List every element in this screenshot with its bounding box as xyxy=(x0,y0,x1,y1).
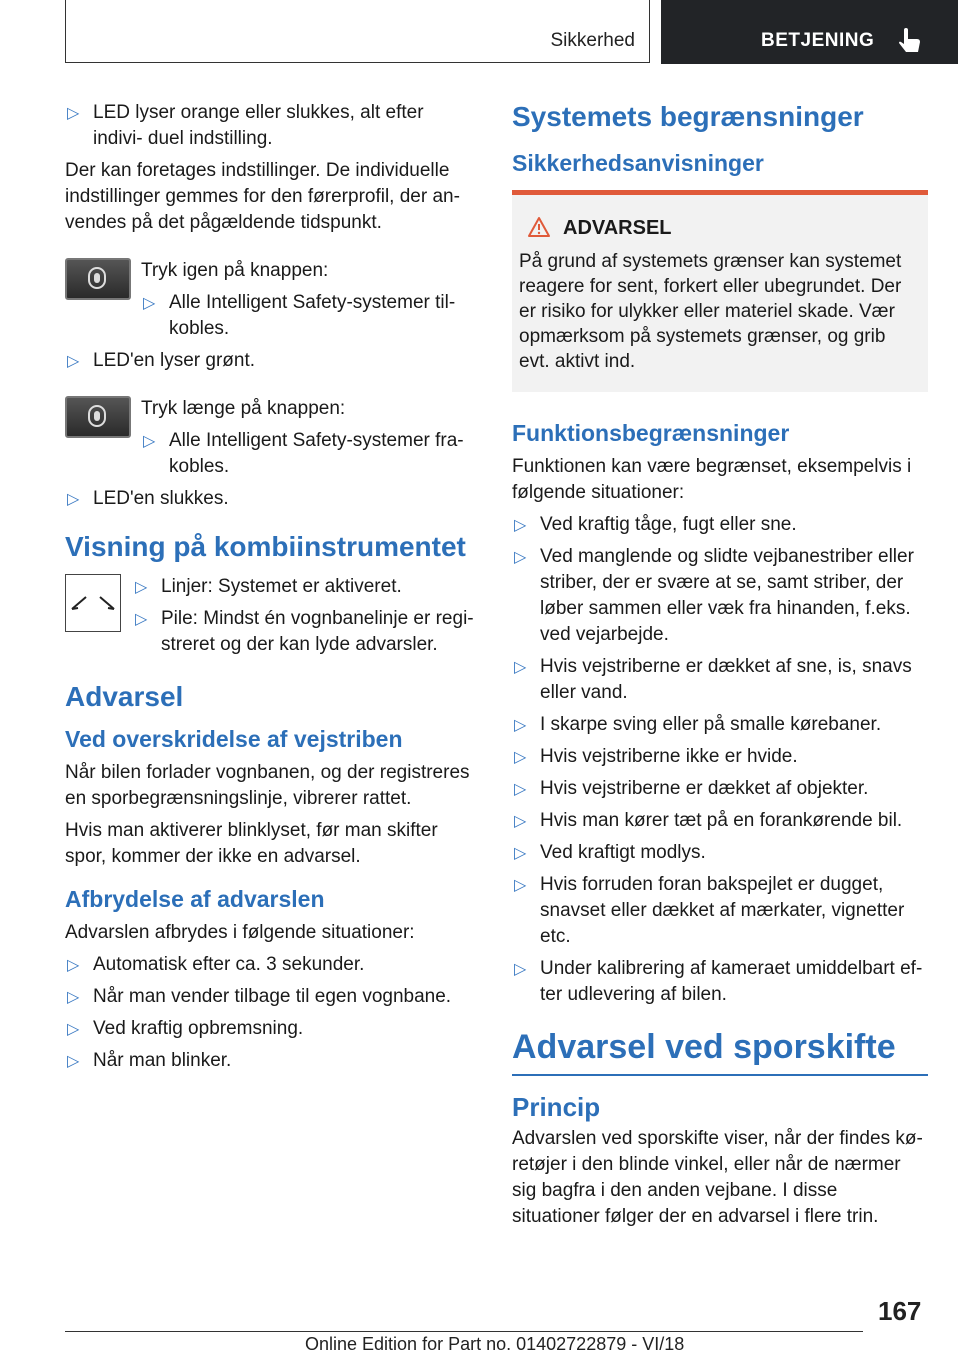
list-item-text: Ved manglende og slidte vejbanestriber eller striber, der er svære at se, samt striber, der løber sammen eller væk fra hinanden, f.eks. ved vejarbejde. xyxy=(540,546,914,645)
list-item xyxy=(512,744,928,770)
warning-text: På grund af systemets grænser kan systemet reagere for sent, forkert eller ubegrundet. Der er risiko for ulykker eller materiel skade. Vær opmærksom på systemets grænser, og grib evt. aktivt ind. xyxy=(519,251,902,372)
page-header xyxy=(65,0,958,64)
paragraph: Hvis man aktiverer blinklyset, før man skifter spor, kommer der ikke en advarsel. xyxy=(65,820,438,867)
lane-lines-icon xyxy=(65,574,121,632)
list-item-text: LED lyser orange eller slukkes, alt efter indivi- duel indstilling. xyxy=(93,102,424,149)
button-instruction xyxy=(65,396,477,480)
triangle-right-icon: ▷ xyxy=(514,749,527,766)
heading-limits: Systemets begrænsninger xyxy=(512,101,864,132)
instruction-text: Tryk igen på knappen: xyxy=(141,260,329,281)
triangle-right-icon: ▷ xyxy=(135,611,148,628)
header-section-label: Sikkerhed xyxy=(550,30,635,51)
list-item xyxy=(512,712,928,738)
triangle-right-icon: ▷ xyxy=(514,961,527,978)
triangle-right-icon: ▷ xyxy=(67,1021,80,1038)
warning-triangle-icon xyxy=(527,216,551,238)
footer-divider xyxy=(65,1331,863,1332)
list-item-text: Alle Intelligent Safety-systemer til- kobles. xyxy=(169,292,456,339)
hand-pointer-icon xyxy=(896,26,926,56)
triangle-right-icon: ▷ xyxy=(514,781,527,798)
heading-lanechange: Advarsel ved sporskifte xyxy=(512,1026,928,1076)
list-item-text: I skarpe sving eller på smalle kørebaner. xyxy=(540,714,882,735)
header-chapter-label: BETJENING xyxy=(761,30,875,51)
list-item xyxy=(512,840,928,866)
list-item-text: Når man blinker. xyxy=(93,1050,232,1071)
list-item xyxy=(512,872,928,950)
triangle-right-icon: ▷ xyxy=(143,295,156,312)
triangle-right-icon: ▷ xyxy=(514,717,527,734)
warning-title-text: ADVARSEL xyxy=(563,217,672,239)
list-item xyxy=(133,606,477,658)
list-item-text: LED'en slukkes. xyxy=(93,488,229,509)
list-item xyxy=(65,1048,477,1074)
list-item-text: Linjer: Systemet er aktiveret. xyxy=(161,576,402,597)
triangle-right-icon: ▷ xyxy=(514,517,527,534)
list-item-text: Hvis vejstriberne er dækket af sne, is, snavs eller vand. xyxy=(540,656,912,703)
triangle-right-icon: ▷ xyxy=(67,989,80,1006)
paragraph: Advarslen afbrydes i følgende situationer: xyxy=(65,922,415,943)
header-section-tab xyxy=(65,0,650,63)
button-instruction xyxy=(65,258,477,342)
list-item-text: Ved kraftigt modlys. xyxy=(540,842,706,863)
list-item xyxy=(512,512,928,538)
triangle-right-icon: ▷ xyxy=(67,105,80,122)
list-item-text: Pile: Mindst én vognbanelinje er regi- streret og der kan lyde advarsler. xyxy=(161,608,474,655)
list-item-text: Ved kraftig tåge, fugt eller sne. xyxy=(540,514,797,535)
left-column xyxy=(65,100,477,1080)
list-item-text: Når man vender tilbage til egen vognbane. xyxy=(93,986,452,1007)
list-item xyxy=(133,574,477,600)
paragraph: Der kan foretages indstillinger. De individuelle indstillinger gemmes for den førerprofil, der an- vendes på det pågældende tidspunkt. xyxy=(65,160,460,233)
triangle-right-icon: ▷ xyxy=(514,813,527,830)
warning-title xyxy=(519,215,920,241)
list-item xyxy=(512,808,928,834)
list-item xyxy=(65,952,477,978)
list-item xyxy=(512,544,928,648)
list-item-text: Under kalibrering af kameraet umiddelbart ef- ter udlevering af bilen. xyxy=(540,958,923,1005)
heading-principle: Princip xyxy=(512,1092,601,1122)
display-section xyxy=(65,574,477,658)
edition-text: Online Edition for Part no. 01402722879 - VI/18 xyxy=(305,1334,685,1354)
list-item xyxy=(512,956,928,1008)
list-item-text: Alle Intelligent Safety-systemer fra- kobles. xyxy=(169,430,464,477)
triangle-right-icon: ▷ xyxy=(143,433,156,450)
list-item-text: Hvis vejstriberne er dækket af objekter. xyxy=(540,778,869,799)
list-item-text: LED'en lyser grønt. xyxy=(93,350,256,371)
triangle-right-icon: ▷ xyxy=(514,877,527,894)
triangle-right-icon: ▷ xyxy=(514,659,527,676)
right-column xyxy=(512,100,928,1236)
header-chapter-tab xyxy=(661,0,958,64)
list-item xyxy=(141,290,477,342)
warning-box xyxy=(512,190,928,392)
list-item-text: Hvis forruden foran bakspejlet er dugget, snavset eller dækket af mærkater, vignetter etc. xyxy=(540,874,905,947)
list-item-text: Automatisk efter ca. 3 sekunder. xyxy=(93,954,365,975)
heading-overstep: Ved overskridelse af vejstriben xyxy=(65,726,403,752)
heading-func: Funktionsbegrænsninger xyxy=(512,420,790,446)
triangle-right-icon: ▷ xyxy=(67,957,80,974)
paragraph: Når bilen forlader vognbanen, og der registreres en sporbegrænsningslinje, vibrerer rattet. xyxy=(65,762,470,809)
paragraph: Funktionen kan være begrænset, eksempelvis i følgende situationer: xyxy=(512,456,912,503)
instruction-text: Tryk længe på knappen: xyxy=(141,398,346,419)
list-item xyxy=(141,428,477,480)
triangle-right-icon: ▷ xyxy=(67,1053,80,1070)
safety-button-icon xyxy=(65,396,131,438)
heading-interrupt: Afbrydelse af advarslen xyxy=(65,886,325,912)
list-item xyxy=(65,100,477,152)
list-item xyxy=(65,984,477,1010)
list-item-text: Ved kraftig opbremsning. xyxy=(93,1018,304,1039)
heading-display: Visning på kombiinstrumentet xyxy=(65,531,466,562)
list-item-text: Hvis man kører tæt på en forankørende bil. xyxy=(540,810,903,831)
triangle-right-icon: ▷ xyxy=(67,491,80,508)
heading-safety: Sikkerhedsanvisninger xyxy=(512,150,764,176)
list-item xyxy=(512,776,928,802)
list-item-text: Hvis vejstriberne ikke er hvide. xyxy=(540,746,798,767)
page-number: 167 xyxy=(878,1296,922,1326)
triangle-right-icon: ▷ xyxy=(514,549,527,566)
list-item xyxy=(65,1016,477,1042)
safety-button-icon xyxy=(65,258,131,300)
paragraph: Advarslen ved sporskifte viser, når der findes kø- retøjer i den blinde vinkel, eller når de nærmer sig bagfra i den anden vejbane. I disse situationer følger der en advarsel i flere trin. xyxy=(512,1128,923,1227)
list-item xyxy=(512,654,928,706)
list-item xyxy=(65,348,477,374)
triangle-right-icon: ▷ xyxy=(514,845,527,862)
triangle-right-icon: ▷ xyxy=(135,579,148,596)
heading-warning: Advarsel xyxy=(65,681,184,712)
list-item xyxy=(65,486,477,512)
triangle-right-icon: ▷ xyxy=(67,353,80,370)
